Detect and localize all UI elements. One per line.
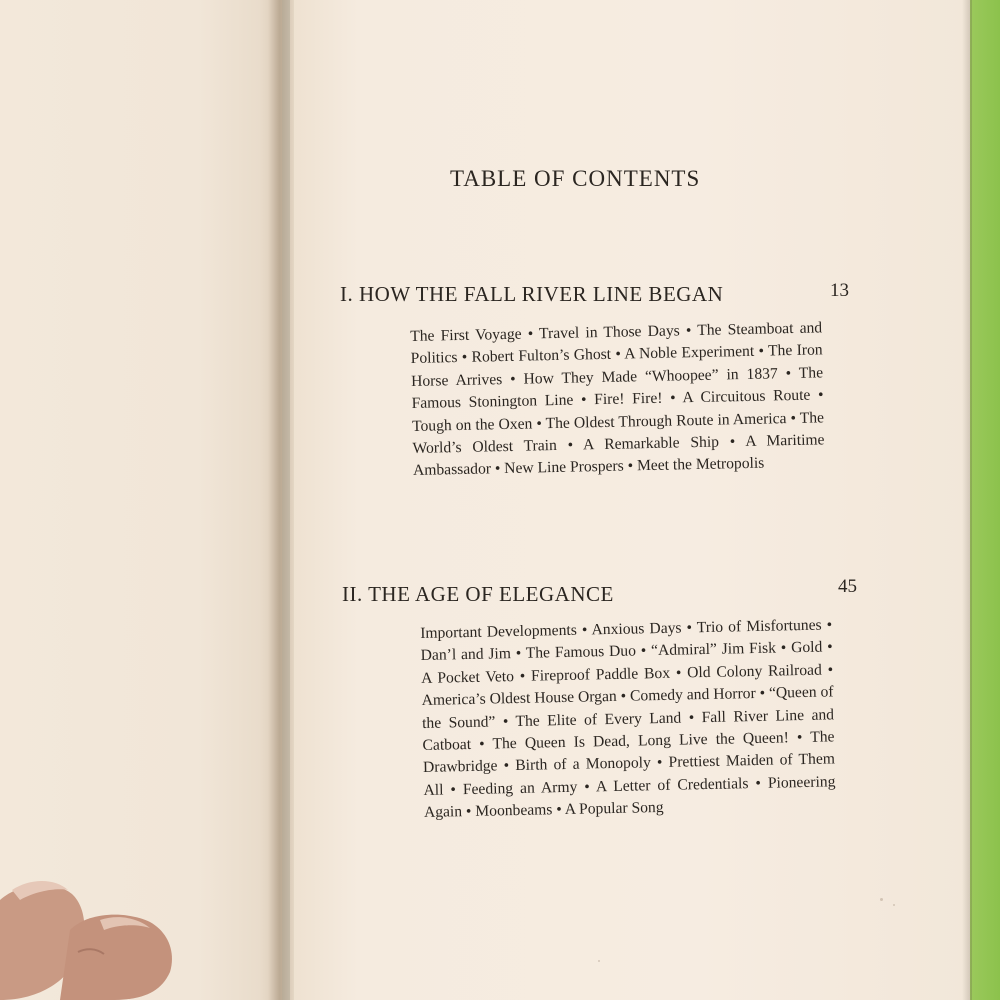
chapter-1-page-number: 13: [830, 280, 849, 301]
chapter-2-page-number: 45: [838, 576, 857, 597]
chapter-2-title: II. THE AGE OF ELEGANCE: [342, 582, 614, 606]
chapter-1-title: I. HOW THE FALL RIVER LINE BEGAN: [340, 282, 724, 306]
left-page: [0, 0, 282, 1000]
chapter-1-description: The First Voyage • Travel in Those Days • The Steamboat and Politics • Robert Fulton’s Ghost • A Noble Experiment • The Iron Horse Arrives • How They Made “Whoopee” in 1837 • The Famous Stonington Line • Fire! Fire! • A Circuitous Route • Tough on the Oxen • The Oldest Through Route in America • The World’s Oldest Train • A Remarkable Ship • A Maritime Ambassador • New Line Prospers • Meet the Metropolis: [410, 319, 825, 480]
paper-speck: [893, 904, 895, 906]
paper-speck: [598, 960, 600, 962]
hand-holding-page: [0, 860, 200, 1000]
right-page: [290, 0, 970, 1000]
toc-title: TABLE OF CONTENTS: [450, 166, 701, 191]
paper-speck: [880, 898, 883, 901]
page-edge-shadow: [962, 0, 972, 1000]
book-gutter: [268, 0, 294, 1000]
chapter-2-description: Important Developments • Anxious Days • Trio of Misfortunes • Dan’l and Jim • The Famous Duo • “Admiral” Jim Fisk • Gold • A Pocket Veto • Fireproof Paddle Box • Old Colony Railroad • America’s Oldest House Organ • Comedy and Horror • “Queen of the Sound” • The Elite of Every Land • Fall River Line and Catboat • The Queen Is Dead, Long Live the Queen! • The Drawbridge • Birth of a Monopoly • Prettiest Maiden of Them All • Feeding an Army • A Letter of Credentials • Pioneering Again • Moonbeams • A Popular Song: [420, 616, 836, 822]
